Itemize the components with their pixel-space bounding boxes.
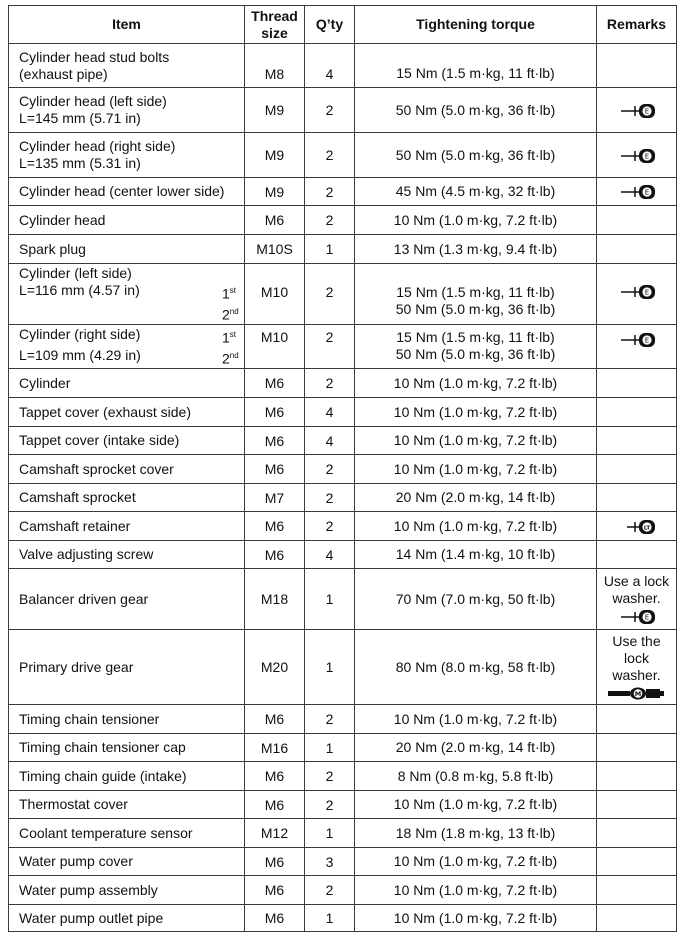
table-row [9,178,677,206]
qty-cell: 2 [305,88,355,133]
thread-cell: M6 [245,398,305,427]
qty-cell: 2 [305,133,355,178]
order-first: 1st [222,329,237,346]
item-cell: Primary drive gear [9,630,245,705]
item-cell: Coolant temperature sensor [9,819,245,848]
torque-cell: 10 Nm (1.0 m·kg, 7.2 ft·lb) [355,848,597,876]
table-row [9,88,677,133]
torque-cell: 15 Nm (1.5 m·kg, 11 ft·lb) 50 Nm (5.0 m·kg, 36 ft·lb) [355,325,597,369]
svg-text:E: E [644,152,649,161]
qty-cell: 2 [305,705,355,734]
remarks-cell [597,206,677,235]
svg-text:E: E [644,336,649,345]
table-row [9,905,677,932]
thread-lock-icon [617,519,657,535]
item-cell: Water pump cover [9,848,245,876]
torque-cell: 15 Nm (1.5 m·kg, 11 ft·lb) 50 Nm (5.0 m·kg, 36 ft·lb) [355,264,597,325]
thread-cell: M6 [245,791,305,819]
thread-cell: M6 [245,762,305,791]
svg-text:E: E [644,613,649,622]
remarks-cell: Use a lock washer. E [597,569,677,630]
torque-cell: 15 Nm (1.5 m·kg, 11 ft·lb) [355,44,597,88]
thread-cell: M10S [245,235,305,264]
item-cell: Spark plug [9,235,245,264]
thread-cell: M10 [245,325,305,369]
item-cell: Cylinder head (left side) L=145 mm (5.71 in) [9,88,245,133]
item-cell: Cylinder head [9,206,245,235]
table-row [9,455,677,484]
item-cell: Thermostat cover [9,791,245,819]
qty-cell: 2 [305,369,355,398]
item-cell: Camshaft sprocket cover [9,455,245,484]
torque-cell: 10 Nm (1.0 m·kg, 7.2 ft·lb) [355,791,597,819]
torque-cell: 50 Nm (5.0 m·kg, 36 ft·lb) [355,88,597,133]
table-row [9,541,677,569]
table-row [9,734,677,762]
header-thread-size: Thread size [245,6,305,44]
table-row [9,235,677,264]
thread-cell: M10 [245,264,305,325]
table-row [9,512,677,541]
remarks-cell [597,848,677,876]
qty-cell: 4 [305,398,355,427]
qty-cell: 2 [305,325,355,369]
remarks-cell [597,455,677,484]
qty-cell: 2 [305,762,355,791]
remarks-cell: Use the lock washer. M [597,630,677,705]
item-cell: Cylinder head (right side) L=135 mm (5.31 in) [9,133,245,178]
qty-cell: 2 [305,455,355,484]
table-row [9,848,677,876]
qty-cell: 2 [305,206,355,235]
remarks-cell [597,484,677,512]
item-cell: Timing chain tensioner [9,705,245,734]
torque-cell: 10 Nm (1.0 m·kg, 7.2 ft·lb) [355,427,597,455]
qty-cell: 2 [305,484,355,512]
order-first: 1st [222,285,237,302]
table-row [9,762,677,791]
header-row [9,6,677,44]
table-row [9,44,677,88]
remarks-cell [597,791,677,819]
thread-cell: M20 [245,630,305,705]
item-cell: Cylinder [9,369,245,398]
remarks-cell [597,398,677,427]
molybdenum-oil-icon [608,687,666,700]
torque-cell: 10 Nm (1.0 m·kg, 7.2 ft·lb) [355,876,597,905]
torque-cell: 10 Nm (1.0 m·kg, 7.2 ft·lb) [355,206,597,235]
locking-agent-icon [617,609,657,625]
thread-cell: M6 [245,541,305,569]
remarks-cell [597,325,677,369]
remarks-cell [597,541,677,569]
thread-cell: M18 [245,569,305,630]
locking-agent-icon [617,148,657,164]
torque-cell: 18 Nm (1.8 m·kg, 13 ft·lb) [355,819,597,848]
torque-spec-table [8,5,677,932]
item-cell: Camshaft sprocket [9,484,245,512]
torque-cell: 50 Nm (5.0 m·kg, 36 ft·lb) [355,133,597,178]
table-row [9,325,677,369]
thread-cell: M6 [245,876,305,905]
item-cell: Timing chain tensioner cap [9,734,245,762]
remarks-cell [597,235,677,264]
torque-cell: 20 Nm (2.0 m·kg, 14 ft·lb) [355,484,597,512]
qty-cell: 1 [305,569,355,630]
item-cell: Tappet cover (intake side) [9,427,245,455]
thread-cell: M8 [245,44,305,88]
torque-cell: 20 Nm (2.0 m·kg, 14 ft·lb) [355,734,597,762]
qty-cell: 4 [305,427,355,455]
torque-cell: 13 Nm (1.3 m·kg, 9.4 ft·lb) [355,235,597,264]
qty-cell: 2 [305,791,355,819]
remarks-cell [597,44,677,88]
order-second: 2nd [222,350,239,367]
locking-agent-icon [617,103,657,119]
table-row [9,705,677,734]
remarks-cell [597,734,677,762]
remarks-cell [597,876,677,905]
item-cell: Cylinder (right side) 1st L=109 mm (4.29 in) 2nd [9,325,245,369]
remarks-cell [597,762,677,791]
thread-cell: M12 [245,819,305,848]
qty-cell: 2 [305,178,355,206]
qty-cell: 2 [305,264,355,325]
svg-text:E: E [644,107,649,116]
svg-text:LT: LT [643,524,650,531]
remarks-cell [597,178,677,206]
thread-cell: M16 [245,734,305,762]
remarks-cell [597,905,677,932]
torque-cell: 45 Nm (4.5 m·kg, 32 ft·lb) [355,178,597,206]
remarks-cell [597,819,677,848]
item-cell: Tappet cover (exhaust side) [9,398,245,427]
locking-agent-icon [617,332,657,348]
locking-agent-icon [617,284,657,300]
qty-cell: 1 [305,905,355,932]
table-row [9,876,677,905]
thread-cell: M6 [245,206,305,235]
torque-cell: 10 Nm (1.0 m·kg, 7.2 ft·lb) [355,398,597,427]
table-row [9,819,677,848]
qty-cell: 3 [305,848,355,876]
svg-text:E: E [644,188,649,197]
item-cell: Water pump outlet pipe [9,905,245,932]
header-item: Item [9,6,245,44]
table-row [9,791,677,819]
table-row [9,398,677,427]
thread-cell: M6 [245,455,305,484]
header-qty: Q’ty [305,6,355,44]
item-cell: Balancer driven gear [9,569,245,630]
thread-cell: M7 [245,484,305,512]
svg-text:M: M [634,689,641,698]
item-cell: Cylinder head (center lower side) [9,178,245,206]
table-row [9,369,677,398]
item-cell: Valve adjusting screw [9,541,245,569]
svg-text:E: E [644,288,649,297]
order-second: 2nd [222,306,239,323]
qty-cell: 4 [305,541,355,569]
thread-cell: M9 [245,88,305,133]
torque-cell: 10 Nm (1.0 m·kg, 7.2 ft·lb) [355,905,597,932]
thread-cell: M6 [245,905,305,932]
thread-cell: M6 [245,369,305,398]
remarks-cell [597,512,677,541]
torque-cell: 14 Nm (1.4 m·kg, 10 ft·lb) [355,541,597,569]
remarks-cell [597,369,677,398]
remarks-cell [597,133,677,178]
item-cell: Cylinder head stud bolts (exhaust pipe) [9,44,245,88]
qty-cell: 2 [305,512,355,541]
qty-cell: 2 [305,876,355,905]
torque-cell: 10 Nm (1.0 m·kg, 7.2 ft·lb) [355,369,597,398]
item-cell: Timing chain guide (intake) [9,762,245,791]
table-row [9,427,677,455]
torque-cell: 10 Nm (1.0 m·kg, 7.2 ft·lb) [355,455,597,484]
remarks-cell [597,88,677,133]
thread-cell: M6 [245,427,305,455]
thread-cell: M6 [245,848,305,876]
locking-agent-icon [617,184,657,200]
table-row [9,206,677,235]
remarks-cell [597,427,677,455]
torque-cell: 8 Nm (0.8 m·kg, 5.8 ft·lb) [355,762,597,791]
qty-cell: 4 [305,44,355,88]
thread-cell: M6 [245,512,305,541]
thread-cell: M6 [245,705,305,734]
torque-cell: 10 Nm (1.0 m·kg, 7.2 ft·lb) [355,705,597,734]
qty-cell: 1 [305,819,355,848]
torque-cell: 10 Nm (1.0 m·kg, 7.2 ft·lb) [355,512,597,541]
item-cell: Camshaft retainer [9,512,245,541]
table-row [9,133,677,178]
torque-cell: 80 Nm (8.0 m·kg, 58 ft·lb) [355,630,597,705]
thread-cell: M9 [245,133,305,178]
header-torque: Tightening torque [355,6,597,44]
header-remarks: Remarks [597,6,677,44]
table-row [9,484,677,512]
torque-cell: 70 Nm (7.0 m·kg, 50 ft·lb) [355,569,597,630]
thread-cell: M9 [245,178,305,206]
remarks-cell [597,264,677,325]
item-cell: Cylinder (left side) L=116 mm (4.57 in) 1st 2nd [9,264,245,325]
table-row [9,264,677,325]
qty-cell: 1 [305,630,355,705]
item-cell: Water pump assembly [9,876,245,905]
table-row [9,569,677,630]
qty-cell: 1 [305,235,355,264]
table-row [9,630,677,705]
remarks-cell [597,705,677,734]
qty-cell: 1 [305,734,355,762]
